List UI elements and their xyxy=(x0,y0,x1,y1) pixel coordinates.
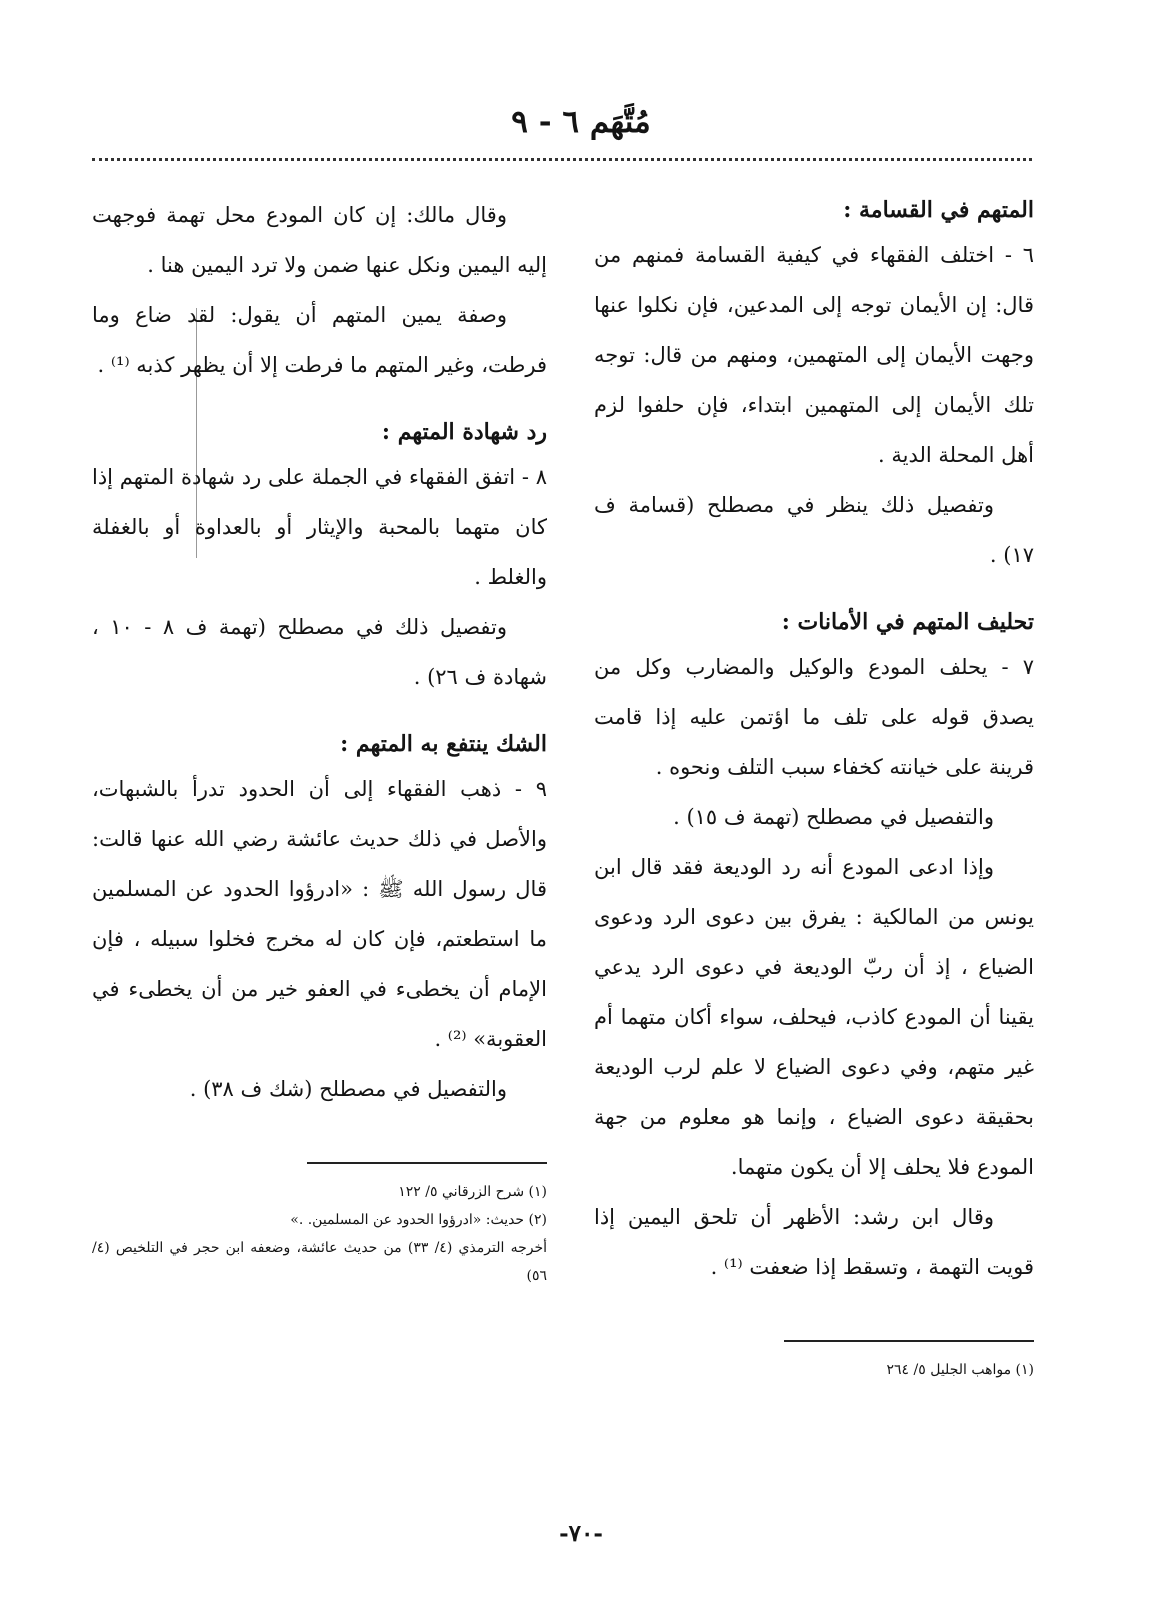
paragraph: وإذا ادعى المودع أنه رد الوديعة فقد قال ابن يونس من المالكية : يفرق بين دعوى الرد ودعوى الضياع ، إذ أن ربّ الوديعة في دعوى الرد يدعي يقينا أن المودع كاذب، فيحلف، سواء أكان متهما أم غير متهم، وفي دعوى الضياع لا علم لرب الوديعة بحقيقة دعوى الضياع ، وإنما هو معلوم من جهة المودع فلا يحلف إلا أن يكون متهما. xyxy=(594,855,1034,1179)
paragraph: وقال مالك: إن كان المودع محل تهمة فوجهت إليه اليمين ونكل عنها ضمن ولا ترد اليمين هنا . xyxy=(92,203,547,277)
paragraph: وصفة يمين المتهم أن يقول: لقد ضاع وما فرطت، وغير المتهم ما فرطت إلا أن يظهر كذبه ⁽¹⁾ . xyxy=(92,303,547,377)
paragraph: ٨ - اتفق الفقهاء في الجملة على رد شهادة المتهم إذا كان متهما بالمحبة والإيثار أو بالعداوة أو بالغفلة والغلط . xyxy=(92,465,547,589)
paragraph: والتفصيل في مصطلح (تهمة ف ١٥) . xyxy=(673,805,994,829)
paragraph: ٩ - ذهب الفقهاء إلى أن الحدود تدرأ بالشبهات، والأصل في ذلك حديث عائشة رضي الله عنها قالت: قال رسول الله ﷺ : «ادرؤوا الحدود عن المسلمين ما استطعتم، فإن كان له مخرج فخلوا سبيله ، فإن الإمام أن يخطىء في العفو خير من أن يخطىء في العقوبة» ⁽²⁾ . xyxy=(92,777,547,1051)
right-column xyxy=(594,190,1034,1384)
page-number: -٧٠- xyxy=(559,1520,603,1547)
paragraph: وقال ابن رشد: الأظهر أن تلحق اليمين إذا قويت التهمة ، وتسقط إذا ضعفت ⁽¹⁾ . xyxy=(594,1205,1034,1279)
footnote-rule xyxy=(307,1162,547,1164)
paragraph: ٦ - اختلف الفقهاء في كيفية القسامة فمنهم من قال: إن الأيمان توجه إلى المدعين، فإن نكلوا عنها وجهت الأيمان إلى المتهمين، ومنهم من قال: توجه تلك الأيمان إلى المتهمين ابتداء، فإن حلفوا لزم أهل المحلة الدية . xyxy=(594,243,1034,467)
footnote: (١) مواهب الجليل ٥/ ٢٦٤ xyxy=(886,1362,1034,1378)
footnote: (١) شرح الزرقاني ٥/ ١٢٢ xyxy=(398,1184,547,1200)
section-heading: رد شهادة المتهم : xyxy=(381,419,547,445)
paragraph: والتفصيل في مصطلح (شك ف ٣٨) . xyxy=(189,1077,507,1101)
footnote: (٢) حديث: «ادرؤوا الحدود عن المسلمين. .» xyxy=(290,1212,547,1228)
paragraph: ٧ - يحلف المودع والوكيل والمضارب وكل من يصدق قوله على تلف ما اؤتمن عليه إذا قامت قرينة على خيانته كخفاء سبب التلف ونحوه . xyxy=(594,655,1034,779)
paragraph: وتفصيل ذلك في مصطلح (تهمة ف ٨ - ١٠ ، شهادة ف ٢٦) . xyxy=(92,615,547,689)
paragraph: وتفصيل ذلك ينظر في مصطلح (قسامة ف ١٧) . xyxy=(594,493,1034,567)
footnote-continuation: أخرجه الترمذي (٤/ ٣٣) من حديث عائشة، وضعفه ابن حجر في التلخيص (٤/ ٥٦) xyxy=(92,1240,548,1284)
section-heading: تحليف المتهم في الأمانات : xyxy=(781,609,1034,635)
left-column xyxy=(92,190,547,1290)
section-heading: المتهم في القسامة : xyxy=(843,197,1034,223)
header-dotted-rule xyxy=(92,158,1032,161)
footnote-rule xyxy=(784,1340,1034,1342)
running-header: مُتَّهَم ٦ - ٩ xyxy=(511,104,651,140)
section-heading: الشك ينتفع به المتهم : xyxy=(340,731,547,757)
